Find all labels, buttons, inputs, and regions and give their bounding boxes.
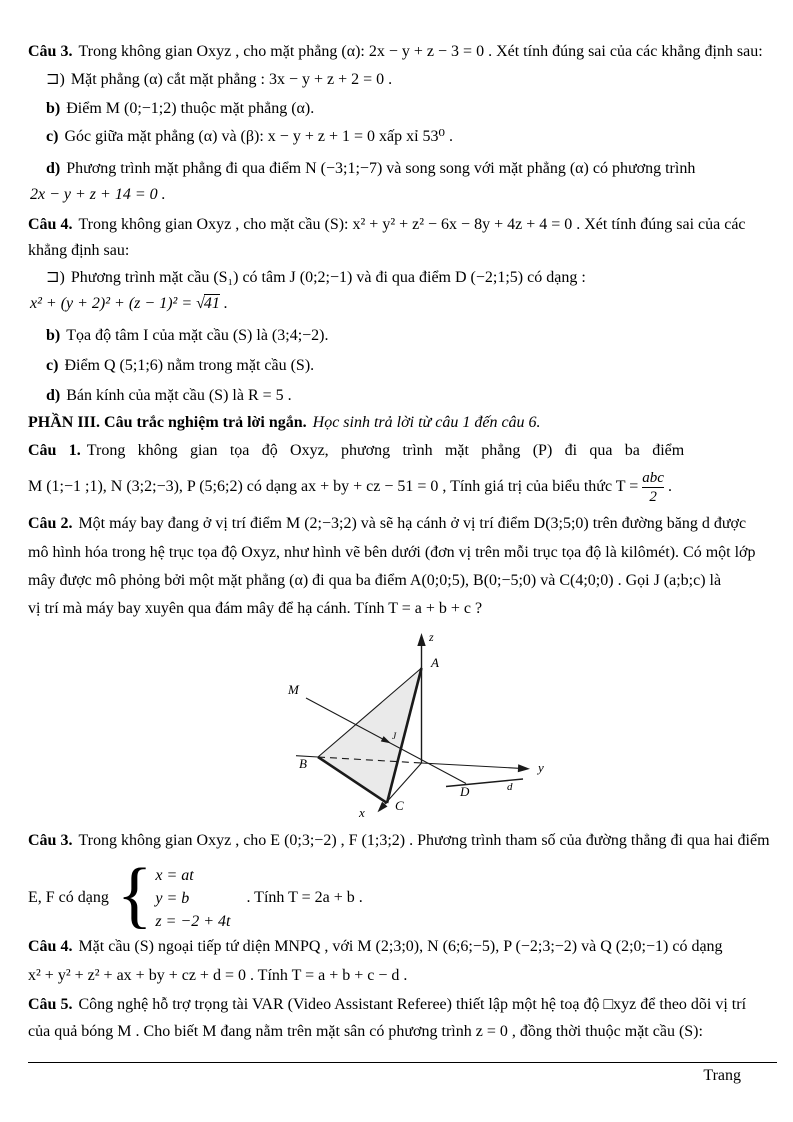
p3q2-line3: mây được mô phỏng bởi một mặt phẳng (α) đi qua ba điểm A(0;0;5), B(0;−5;0) và C(4;0;0) . Gọi J (a;b;c) là — [28, 572, 722, 589]
y-axis-label: y — [538, 760, 544, 775]
statement-b-marker: b) — [46, 100, 61, 117]
p3q4-line2: x² + y² + z² + ax + by + cz + d = 0 . Tính T = a + b + c − d . — [28, 967, 408, 984]
statement-a-text: Mặt phẳng (α) cắt mặt phẳng : 3x − y + z + 2 = 0 . — [70, 71, 393, 88]
z-axis-arrowhead-icon — [417, 633, 425, 646]
p3q1-text2: M (1;−1 ;1), N (3;2;−3), P (5;6;2) có dạng ax + by + cz − 51 = 0 , Tính giá trị của biểu thức T = — [28, 478, 639, 495]
p3q3-label: Câu 3. — [28, 832, 73, 849]
p3q5-text1: Công nghệ hỗ trợ trọng tài VAR (Video Assistant Referee) thiết lập một hệ toạ độ □xyz để theo dõi vị trí — [78, 996, 747, 1013]
fraction — [642, 469, 664, 506]
q3-intro-line — [28, 42, 773, 62]
p3q4-line1 — [28, 937, 773, 957]
q3-intro-text: Trong không gian Oxyz , cho mặt phẳng (α): 2x − y + z − 3 = 0 . Xét tính đúng sai của các khẳng định sau: — [78, 43, 763, 60]
p3q5-label: Câu 5. — [28, 996, 73, 1013]
statement-a-marker: ⊐) — [46, 71, 65, 88]
system-equations — [155, 864, 230, 933]
q4-statement-b — [46, 326, 773, 346]
p3q1-line1 — [28, 441, 773, 461]
q4-statement-a-marker: ⊐) — [46, 269, 65, 286]
q3-statement-a — [46, 70, 773, 90]
p3q3-text1: Trong không gian Oxyz , cho E (0;3;−2) , F (1;3;2) . Phương trình tham số của đường thẳng đi qua hai điểm — [78, 832, 770, 849]
p3q5-line1 — [28, 995, 773, 1015]
q4-intro-line2: khẳng định sau: — [28, 242, 130, 259]
q4-statement-d — [46, 386, 773, 406]
statement-c-text: Góc giữa mặt phẳng (α) và (β): x − y + z + 1 = 0 xấp xỉ 53⁰ . — [64, 128, 453, 145]
footer-rule — [28, 1062, 777, 1063]
point-M-label: M — [288, 682, 299, 697]
system-brace: { — [116, 854, 153, 936]
q4-label: Câu 4. — [28, 216, 73, 233]
y-axis-arrowhead-icon — [518, 764, 530, 772]
q3-statement-d — [46, 159, 773, 179]
p3q2-label: Câu 2. — [28, 515, 73, 532]
sphere-eq-pre: x² + (y + 2)² + (z − 1)² = — [30, 295, 197, 312]
p3q1-text2-end: . — [667, 478, 672, 495]
p3q2-text1: Một máy bay đang ở vị trí điểm M (2;−3;2) và sẽ hạ cánh ở vị trí điểm D(3;5;0) trên đường băng d được — [78, 515, 747, 532]
q4-intro-line1 — [28, 215, 773, 235]
q3-label: Câu 3. — [28, 43, 73, 60]
p3q2-line2: mô hình hóa trong hệ trục tọa độ Oxyz, như hình vẽ bên dưới (đơn vị trên mỗi trục tọa độ là kilômét). Có một lớp — [28, 544, 756, 561]
q4-statement-a-text: Phương trình mặt cầu (S₁) có tâm J (0;2;−1) và đi qua điểm D (−2;1;5) có dạng : — [70, 269, 586, 286]
point-J-label: J — [392, 732, 397, 742]
q4-statement-b-text: Tọa độ tâm I của mặt cầu (S) là (3;4;−2). — [66, 327, 329, 344]
sphere-eq-post: . — [219, 295, 228, 312]
page-number-label: Trang — [703, 1067, 741, 1084]
point-B-label: B — [299, 756, 307, 771]
p3q2-line1 — [28, 514, 773, 534]
statement-b-text: Điểm M (0;−1;2) thuộc mặt phẳng (α). — [66, 100, 315, 117]
fraction-numerator: abc — [642, 469, 664, 486]
part3-header-italic: Học sinh trả lời từ câu 1 đến câu 6. — [312, 414, 541, 431]
part3-header — [28, 413, 773, 433]
plane-alpha-triangle — [318, 668, 422, 803]
statement-d-marker: d) — [46, 160, 61, 177]
point-C-label: C — [395, 798, 404, 813]
q4-statement-d-text: Bán kính của mặt cầu (S) là R = 5 . — [66, 387, 292, 404]
q4-statement-b-marker: b) — [46, 327, 61, 344]
point-A-label: A — [431, 655, 439, 670]
figure-3d-coordinate-system — [278, 622, 568, 822]
z-axis-label: z — [429, 630, 434, 644]
p3q3-suffix: . Tính T = 2a + b . — [246, 889, 363, 906]
q3-statement-d-equation: 2x − y + z + 14 = 0 . — [30, 186, 166, 203]
p3q4-label: Câu 4. — [28, 938, 73, 955]
x-axis-label: x — [359, 805, 365, 820]
q3-statement-b — [46, 99, 773, 119]
q4-intro-text1: Trong không gian Oxyz , cho mặt cầu (S): x² + y² + z² − 6x − 8y + 4z + 4 = 0 . Xét tính đúng sai của các — [78, 216, 746, 233]
p3q3-parametric-system — [28, 854, 363, 936]
system-eq-z: z = −2 + 4t — [155, 912, 231, 930]
p3q4-text1: Mặt cầu (S) ngoại tiếp tứ diện MNPQ , với M (2;3;0), N (6;6;−5), P (−2;3;−2) và Q (2;0;−1) có dạng — [78, 938, 723, 955]
statement-d-text: Phương trình mặt phẳng đi qua điểm N (−3;1;−7) và song song với mặt phẳng (α) có phương trình — [66, 160, 696, 177]
q3-statement-c — [46, 127, 773, 147]
statement-c-marker: c) — [46, 128, 59, 145]
p3q1-label: Câu 1. — [28, 442, 81, 459]
q4-statement-a — [46, 268, 773, 288]
p3q3-system-prefix: E, F có dạng — [28, 889, 109, 906]
part3-header-bold: PHẦN III. Câu trắc nghiệm trả lời ngắn. — [28, 414, 307, 431]
fraction-denominator: 2 — [642, 487, 664, 506]
runway-d-label: d — [507, 781, 513, 793]
q4-statement-c-marker: c) — [46, 357, 59, 374]
q4-statement-c-text: Điểm Q (5;1;6) nằm trong mặt cầu (S). — [64, 357, 315, 374]
q4-statement-c — [46, 356, 773, 376]
system-eq-y: y = b — [155, 889, 190, 907]
p3q5-line2: của quả bóng M . Cho biết M đang nằm trên mặt sân có phương trình z = 0 , đồng thời thuộc mặt cầu (S): — [28, 1023, 703, 1040]
point-D-label: D — [460, 784, 470, 799]
p3q1-line2 — [28, 464, 672, 510]
q4-sphere-equation — [30, 294, 775, 314]
radical-sign: √ — [196, 295, 204, 312]
q4-statement-d-marker: d) — [46, 387, 61, 404]
system-eq-x: x = at — [155, 866, 194, 884]
p3q2-line4: vị trí mà máy bay xuyên qua đám mây để hạ cánh. Tính T = a + b + c ? — [28, 600, 483, 617]
p3q1-text1: Trong không gian tọa độ Oxyz, phương trình mặt phẳng (P) đi qua ba điểm — [86, 442, 685, 459]
radicand: 41 — [203, 295, 220, 312]
p3q3-line1 — [28, 831, 773, 851]
